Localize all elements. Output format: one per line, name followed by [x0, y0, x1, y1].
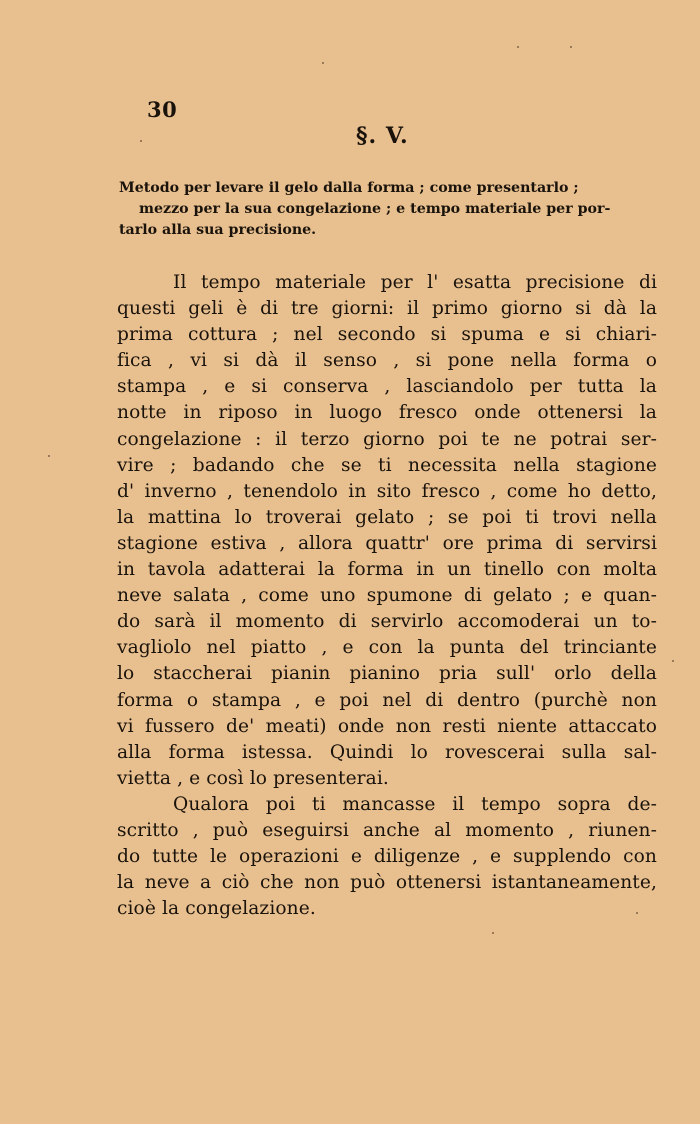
paragraph-line: Qualora poi ti mancasse il tempo sopra de- — [173, 793, 657, 815]
paper-speck — [140, 140, 142, 142]
paragraph-line: la mattina lo troverai gelato ; se poi ti trovi nella — [117, 506, 657, 528]
paper-speck — [517, 46, 519, 48]
paragraph-line: notte in riposo in luogo fresco onde ottenersi la — [117, 402, 657, 424]
paragraph-line: cioè la congelazione. — [117, 898, 316, 920]
body-text — [117, 270, 657, 922]
paragraph-line: scritto , può eseguirsi anche al momento , riunen- — [117, 819, 657, 841]
paper-speck — [636, 912, 638, 914]
paper-speck — [48, 455, 50, 457]
paragraph-line: d' inverno , tenendolo in sito fresco , come ho detto, — [117, 480, 657, 502]
paragraph-line: vire ; badando che se ti necessita nella stagione — [117, 454, 657, 476]
paragraph-line: alla forma istessa. Quindi lo rovescerai sulla sal- — [117, 741, 657, 763]
paragraph-line: congelazione : il terzo giorno poi te ne potrai ser- — [117, 428, 657, 450]
paragraph-line: do sarà il momento di servirlo accomoderai un to- — [117, 611, 657, 633]
paragraph-line: do tutte le operazioni e diligenze , e supplendo con — [117, 846, 657, 868]
paragraph-line: questi geli è di tre giorni: il primo giorno si dà la — [117, 298, 657, 320]
paragraph-line: vagliolo nel piatto , e con la punta del trinciante — [117, 637, 657, 659]
paper-speck — [672, 660, 674, 662]
paragraph-line: fica , vi si dà il senso , si pone nella forma o — [117, 350, 657, 372]
paper-speck — [570, 46, 572, 48]
paper-speck — [492, 932, 494, 934]
paragraph-line: forma o stampa , e poi nel di dentro (purchè non — [117, 689, 657, 711]
paragraph-line: Il tempo materiale per l' esatta precisione di — [173, 272, 657, 293]
section-subtitle — [119, 178, 659, 241]
paragraph-line: stagione estiva , allora quattr' ore prima di servirsi — [117, 532, 657, 554]
paragraph-line: prima cottura ; nel secondo si spuma e si chiari- — [117, 324, 657, 346]
paragraph-line: neve salata , come uno spumone di gelato ; e quan- — [117, 585, 657, 607]
paragraph-line: vietta , e così lo presenterai. — [117, 767, 389, 789]
paragraph-line: la neve a ciò che non può ottenersi istantaneamente, — [117, 872, 657, 894]
paragraph-line: lo staccherai pianin pianino pria sull' orlo della — [117, 663, 657, 685]
subtitle-line: tarlo alla sua precisione. — [119, 222, 317, 238]
paragraph-line: stampa , e si conserva , lasciandolo per tutta la — [117, 376, 657, 398]
paragraph-line: vi fussero de' meati) onde non resti niente attaccato — [117, 715, 657, 737]
paragraph-line: in tavola adatterai la forma in un tinello con molta — [117, 559, 657, 581]
section-heading: §. V. — [356, 123, 409, 149]
subtitle-line: Metodo per levare il gelo dalla forma ; come presentarlo ; — [119, 180, 579, 196]
subtitle-line: mezzo per la sua congelazione ; e tempo materiale per por- — [139, 201, 611, 217]
paper-speck — [322, 62, 324, 64]
page-number: 30 — [147, 97, 178, 122]
